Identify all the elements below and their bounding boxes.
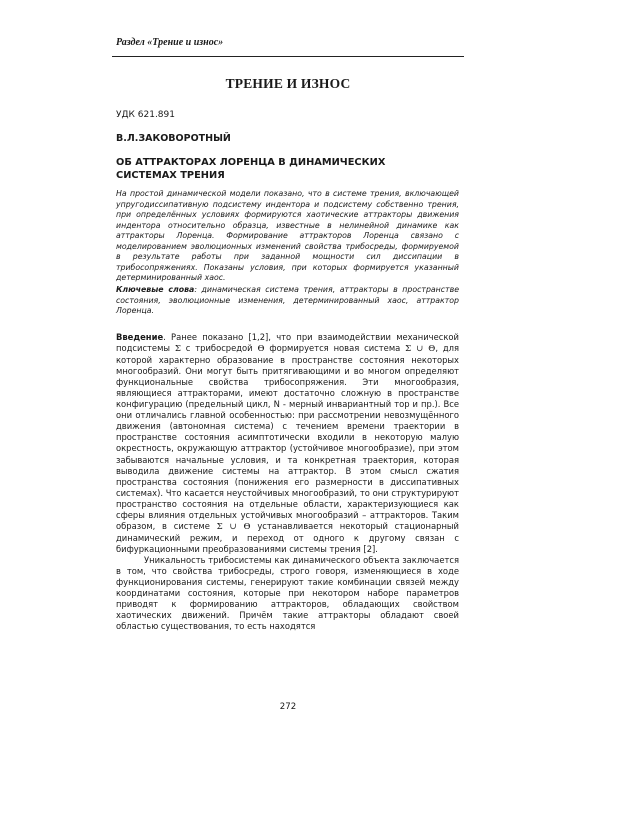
formula-sigma: Σ: [174, 344, 181, 355]
keywords-text: : динамическая система трения, аттракторы в пространстве состояния, эволюционные изменения, детерминированный хаос, аттрактор Лоренца.: [116, 285, 459, 315]
header-divider: [112, 56, 464, 57]
formula-union: Σ ∪ Θ: [405, 344, 436, 355]
p1-part-c: формируется новая система: [264, 343, 406, 354]
running-header: Раздел «Трение и износ»: [116, 37, 224, 48]
body-paragraph-2: Уникальность трибосистемы как динамического объекта заключается в том, что свойства трибосреды, строго говоря, изменяющиеся в ходе функционирования системы, генерируют такие комбинации связей между координатами состояния, которые при некотором наборе параметров приводят к формированию аттракторов, обладающих свойством хаотических движений. Причём такие аттракторы обладают своей областью существования, то есть находятся: [116, 554, 459, 632]
p1-part-a: . Ранее показано [1,2], что при взаимодействии механической подсистемы: [116, 332, 459, 354]
page-number: 272: [279, 702, 297, 712]
article-title: ОБ АТТРАКТОРАХ ЛОРЕНЦА В ДИНАМИЧЕСКИХ СИСТЕМАХ ТРЕНИЯ: [116, 157, 386, 181]
intro-label: Введение: [116, 332, 164, 342]
p1-part-e: устанавливается некоторый стационарный динамический режим, и переход от одного к другому связан с бифуркационными преобразованиями системы трения [2].: [116, 520, 459, 554]
keywords-label: Ключевые слова: [116, 285, 195, 294]
keywords: [116, 285, 459, 317]
article-body: [116, 332, 459, 632]
abstract: На простой динамической модели показано, что в системе трения, включающей упругодиссипативную подсистему индентора и подсистему собственно трения, при определённых условиях формируются хаотические аттракторы движения индентора относительно образца, известные в нелинейной динамике как аттракторы Лоренца. Формирование аттракторов Лоренца связано с моделированием эволюционных изменений свойства трибосреды, формируемой в результате работы при заданной мощности сил диссипации в трибосопряжениях. Показаны условия, при которых формируется указанный детерминированный хаос.: [116, 189, 459, 282]
p1-part-b: с трибосредой: [180, 343, 258, 354]
section-title: ТРЕНИЕ И ИЗНОС: [225, 76, 351, 91]
udk-code: УДК 621.891: [116, 110, 175, 120]
p1-part-d: , для которой характерно образование в пространстве состояния некоторых многообразий. Они могут быть притягивающими и во многом определяют функциональные свойства трибосопряжения. Эти многообразия, являющиеся аттракторами, имеют достаточно сложную в пространстве конфигурацию (предельный цикл, N - мерный инвариантный тор и пр.). Все они отличались главной особенностью: при рассмотрении невозмущённого движения (автономная система) с течением времени траектории в пространстве состояния асимптотически входили в некоторую малую окрестность, окружающую аттрактор (устойчивое многообразие), при этом забываются начальные условия, и та конкретная траектория, которая выводила движение системы на аттрактор. В этом смысл сжатия пространства состояния (понижения его размерности в диссипативных системах). Что касается неустойчивых многообразий, то они структурируют пространство состояния на отдельные области, характеризующиеся как сферы влияния отдельных устойчивых многообразий – аттракторов. Таким образом, в системе: [116, 343, 460, 531]
formula-union-2: Σ ∪ Θ: [216, 521, 251, 532]
author-name: В.Л.ЗАКОВОРОТНЫЙ: [116, 133, 231, 144]
body-paragraph-1: [116, 332, 459, 555]
formula-theta: Θ: [257, 344, 265, 355]
